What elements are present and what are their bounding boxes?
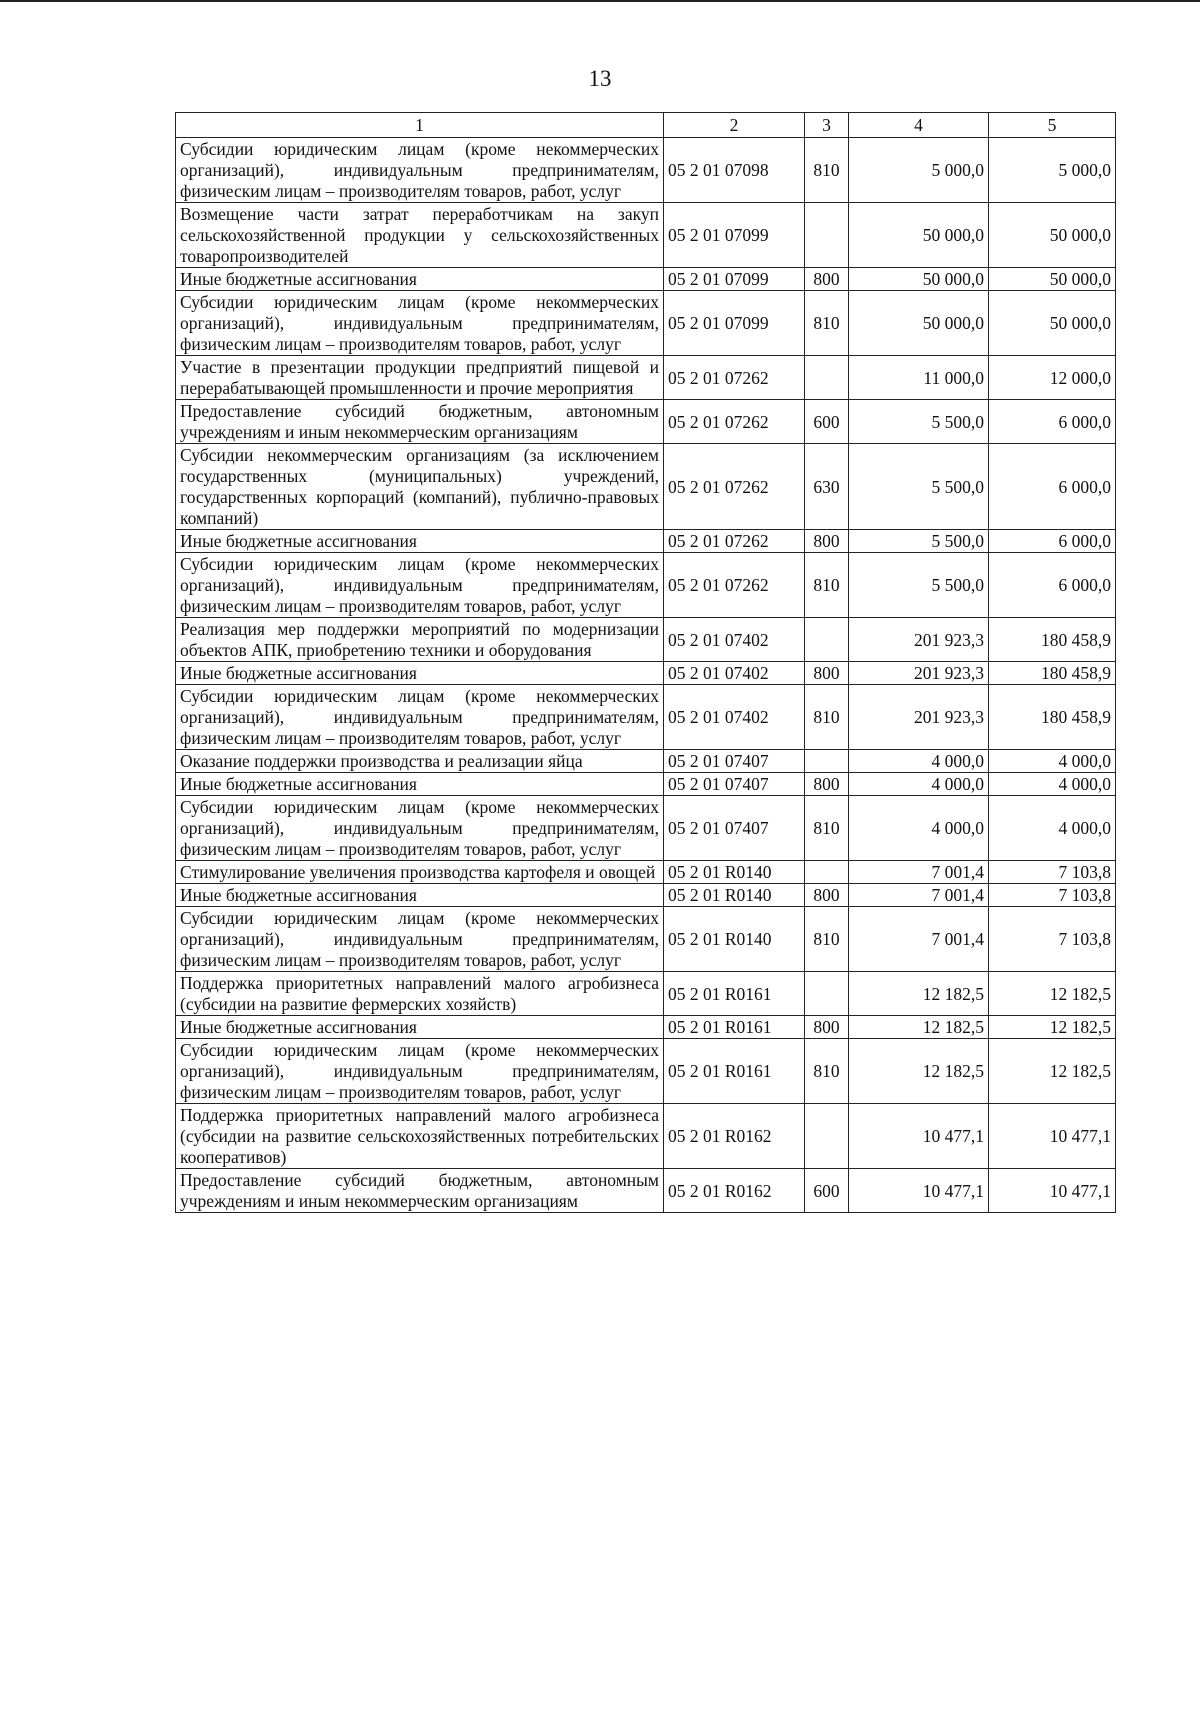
row-name-cell: Иные бюджетные ассигнования	[176, 884, 664, 907]
row-name-cell: Иные бюджетные ассигнования	[176, 268, 664, 291]
row-amount-col4-cell: 7 001,4	[849, 884, 989, 907]
row-code-cell: 05 2 01 R0140	[664, 907, 805, 972]
table-row	[176, 138, 1116, 203]
row-amount-col5-cell: 180 458,9	[989, 685, 1116, 750]
row-code-cell: 05 2 01 07099	[664, 268, 805, 291]
row-name-cell: Субсидии юридическим лицам (кроме некоммерческих организаций), индивидуальным предпринимателям, физическим лицам – производителям товаров, работ, услуг	[176, 553, 664, 618]
row-code-cell: 05 2 01 R0140	[664, 861, 805, 884]
row-name-cell: Предоставление субсидий бюджетным, автономным учреждениям и иным некоммерческим организациям	[176, 1169, 664, 1213]
row-amount-col5-cell: 6 000,0	[989, 400, 1116, 444]
row-name-cell: Субсидии юридическим лицам (кроме некоммерческих организаций), индивидуальным предпринимателям, физическим лицам – производителям товаров, работ, услуг	[176, 685, 664, 750]
table-row	[176, 1104, 1116, 1169]
row-name-cell: Субсидии юридическим лицам (кроме некоммерческих организаций), индивидуальным предпринимателям, физическим лицам – производителям товаров, работ, услуг	[176, 1039, 664, 1104]
row-code-cell: 05 2 01 R0140	[664, 884, 805, 907]
row-amount-col5-cell: 12 182,5	[989, 1016, 1116, 1039]
row-amount-col5-cell: 12 182,5	[989, 1039, 1116, 1104]
row-code-cell: 05 2 01 07407	[664, 773, 805, 796]
row-amount-col5-cell: 4 000,0	[989, 750, 1116, 773]
row-amount-col4-cell: 7 001,4	[849, 907, 989, 972]
row-amount-col4-cell: 50 000,0	[849, 203, 989, 268]
row-code-cell: 05 2 01 07099	[664, 203, 805, 268]
table-row	[176, 618, 1116, 662]
row-amount-col5-cell: 7 103,8	[989, 907, 1116, 972]
row-name-cell: Участие в презентации продукции предприятий пищевой и перерабатывающей промышленности и прочие мероприятия	[176, 356, 664, 400]
table-row	[176, 553, 1116, 618]
page-number: 13	[588, 66, 612, 91]
table-row	[176, 444, 1116, 530]
row-name-cell: Иные бюджетные ассигнования	[176, 662, 664, 685]
row-code-cell: 05 2 01 R0162	[664, 1169, 805, 1213]
row-code-cell: 05 2 01 07402	[664, 662, 805, 685]
row-expense-type-cell	[805, 618, 849, 662]
table-row	[176, 750, 1116, 773]
row-amount-col5-cell: 4 000,0	[989, 796, 1116, 861]
table-row	[176, 907, 1116, 972]
row-expense-type-cell: 800	[805, 530, 849, 553]
row-name-cell: Реализация мер поддержки мероприятий по модернизации объектов АПК, приобретению техники и оборудования	[176, 618, 664, 662]
row-amount-col4-cell: 5 500,0	[849, 400, 989, 444]
row-amount-col4-cell: 5 500,0	[849, 444, 989, 530]
row-name-cell: Иные бюджетные ассигнования	[176, 1016, 664, 1039]
table-row	[176, 268, 1116, 291]
row-amount-col4-cell: 11 000,0	[849, 356, 989, 400]
row-name-cell: Субсидии некоммерческим организациям (за исключением государственных (муниципальных) учреждений, государственных корпораций (компаний), публично-правовых компаний)	[176, 444, 664, 530]
row-expense-type-cell: 600	[805, 1169, 849, 1213]
row-expense-type-cell: 800	[805, 662, 849, 685]
row-amount-col4-cell: 7 001,4	[849, 861, 989, 884]
row-expense-type-cell	[805, 1104, 849, 1169]
row-amount-col4-cell: 10 477,1	[849, 1104, 989, 1169]
row-amount-col4-cell: 12 182,5	[849, 1016, 989, 1039]
row-amount-col4-cell: 4 000,0	[849, 750, 989, 773]
row-code-cell: 05 2 01 07262	[664, 444, 805, 530]
table-row	[176, 203, 1116, 268]
row-expense-type-cell: 810	[805, 138, 849, 203]
row-code-cell: 05 2 01 07407	[664, 796, 805, 861]
row-amount-col5-cell: 50 000,0	[989, 203, 1116, 268]
row-expense-type-cell: 630	[805, 444, 849, 530]
column-header-3: 3	[805, 113, 849, 138]
row-code-cell: 05 2 01 07262	[664, 400, 805, 444]
row-amount-col5-cell: 12 182,5	[989, 972, 1116, 1016]
row-name-cell: Поддержка приоритетных направлений малого агробизнеса (субсидии на развитие фермерских хозяйств)	[176, 972, 664, 1016]
row-expense-type-cell	[805, 861, 849, 884]
row-amount-col4-cell: 201 923,3	[849, 618, 989, 662]
row-name-cell: Стимулирование увеличения производства картофеля и овощей	[176, 861, 664, 884]
table-row	[176, 972, 1116, 1016]
row-amount-col5-cell: 10 477,1	[989, 1104, 1116, 1169]
row-amount-col5-cell: 6 000,0	[989, 530, 1116, 553]
row-code-cell: 05 2 01 R0161	[664, 1016, 805, 1039]
table-row	[176, 1039, 1116, 1104]
row-expense-type-cell	[805, 750, 849, 773]
table-header	[176, 113, 1116, 138]
row-name-cell: Иные бюджетные ассигнования	[176, 773, 664, 796]
row-amount-col5-cell: 50 000,0	[989, 291, 1116, 356]
row-expense-type-cell: 600	[805, 400, 849, 444]
row-amount-col4-cell: 5 500,0	[849, 553, 989, 618]
row-expense-type-cell	[805, 203, 849, 268]
row-amount-col5-cell: 50 000,0	[989, 268, 1116, 291]
row-name-cell: Поддержка приоритетных направлений малого агробизнеса (субсидии на развитие сельскохозяйственных потребительских кооперативов)	[176, 1104, 664, 1169]
row-expense-type-cell: 800	[805, 1016, 849, 1039]
column-header-1: 1	[176, 113, 664, 138]
row-amount-col4-cell: 50 000,0	[849, 268, 989, 291]
row-amount-col4-cell: 12 182,5	[849, 972, 989, 1016]
column-header-2: 2	[664, 113, 805, 138]
table-body	[176, 138, 1116, 1213]
table-row	[176, 796, 1116, 861]
table-row	[176, 773, 1116, 796]
table-row	[176, 356, 1116, 400]
budget-table	[175, 112, 1116, 1213]
table-row	[176, 884, 1116, 907]
row-name-cell: Субсидии юридическим лицам (кроме некоммерческих организаций), индивидуальным предпринимателям, физическим лицам – производителям товаров, работ, услуг	[176, 796, 664, 861]
column-header-5: 5	[989, 113, 1116, 138]
row-amount-col5-cell: 6 000,0	[989, 553, 1116, 618]
row-amount-col5-cell: 4 000,0	[989, 773, 1116, 796]
row-amount-col5-cell: 180 458,9	[989, 618, 1116, 662]
row-amount-col4-cell: 5 000,0	[849, 138, 989, 203]
row-code-cell: 05 2 01 07262	[664, 553, 805, 618]
row-expense-type-cell	[805, 356, 849, 400]
row-code-cell: 05 2 01 07407	[664, 750, 805, 773]
row-code-cell: 05 2 01 07402	[664, 618, 805, 662]
row-amount-col5-cell: 6 000,0	[989, 444, 1116, 530]
row-amount-col4-cell: 50 000,0	[849, 291, 989, 356]
row-name-cell: Субсидии юридическим лицам (кроме некоммерческих организаций), индивидуальным предпринимателям, физическим лицам – производителям товаров, работ, услуг	[176, 138, 664, 203]
row-code-cell: 05 2 01 07098	[664, 138, 805, 203]
row-code-cell: 05 2 01 R0162	[664, 1104, 805, 1169]
header-row	[176, 113, 1116, 138]
row-amount-col4-cell: 10 477,1	[849, 1169, 989, 1213]
row-expense-type-cell: 810	[805, 291, 849, 356]
row-amount-col4-cell: 201 923,3	[849, 685, 989, 750]
row-code-cell: 05 2 01 07099	[664, 291, 805, 356]
row-expense-type-cell: 800	[805, 268, 849, 291]
row-code-cell: 05 2 01 07262	[664, 356, 805, 400]
row-expense-type-cell	[805, 972, 849, 1016]
row-name-cell: Субсидии юридическим лицам (кроме некоммерческих организаций), индивидуальным предпринимателям, физическим лицам – производителям товаров, работ, услуг	[176, 907, 664, 972]
row-code-cell: 05 2 01 07262	[664, 530, 805, 553]
row-amount-col4-cell: 201 923,3	[849, 662, 989, 685]
table-row	[176, 291, 1116, 356]
row-expense-type-cell: 800	[805, 884, 849, 907]
table-row	[176, 1016, 1116, 1039]
row-code-cell: 05 2 01 R0161	[664, 972, 805, 1016]
row-expense-type-cell: 800	[805, 773, 849, 796]
row-expense-type-cell: 810	[805, 1039, 849, 1104]
row-amount-col5-cell: 7 103,8	[989, 861, 1116, 884]
row-name-cell: Возмещение части затрат переработчикам на закуп сельскохозяйственной продукции у сельскохозяйственных товаропроизводителей	[176, 203, 664, 268]
row-amount-col5-cell: 180 458,9	[989, 662, 1116, 685]
row-expense-type-cell: 810	[805, 796, 849, 861]
row-amount-col5-cell: 10 477,1	[989, 1169, 1116, 1213]
table-row	[176, 1169, 1116, 1213]
scan-top-edge-line	[0, 0, 1200, 2]
table-row	[176, 400, 1116, 444]
row-amount-col4-cell: 4 000,0	[849, 796, 989, 861]
row-name-cell: Иные бюджетные ассигнования	[176, 530, 664, 553]
row-amount-col5-cell: 5 000,0	[989, 138, 1116, 203]
row-expense-type-cell: 810	[805, 685, 849, 750]
table-row	[176, 685, 1116, 750]
row-code-cell: 05 2 01 07402	[664, 685, 805, 750]
row-code-cell: 05 2 01 R0161	[664, 1039, 805, 1104]
row-name-cell: Предоставление субсидий бюджетным, автономным учреждениям и иным некоммерческим организациям	[176, 400, 664, 444]
table-row	[176, 662, 1116, 685]
row-name-cell: Оказание поддержки производства и реализации яйца	[176, 750, 664, 773]
row-expense-type-cell: 810	[805, 907, 849, 972]
table-row	[176, 530, 1116, 553]
row-amount-col4-cell: 12 182,5	[849, 1039, 989, 1104]
row-expense-type-cell: 810	[805, 553, 849, 618]
row-amount-col5-cell: 7 103,8	[989, 884, 1116, 907]
row-amount-col4-cell: 4 000,0	[849, 773, 989, 796]
row-name-cell: Субсидии юридическим лицам (кроме некоммерческих организаций), индивидуальным предпринимателям, физическим лицам – производителям товаров, работ, услуг	[176, 291, 664, 356]
row-amount-col5-cell: 12 000,0	[989, 356, 1116, 400]
row-amount-col4-cell: 5 500,0	[849, 530, 989, 553]
column-header-4: 4	[849, 113, 989, 138]
table-row	[176, 861, 1116, 884]
